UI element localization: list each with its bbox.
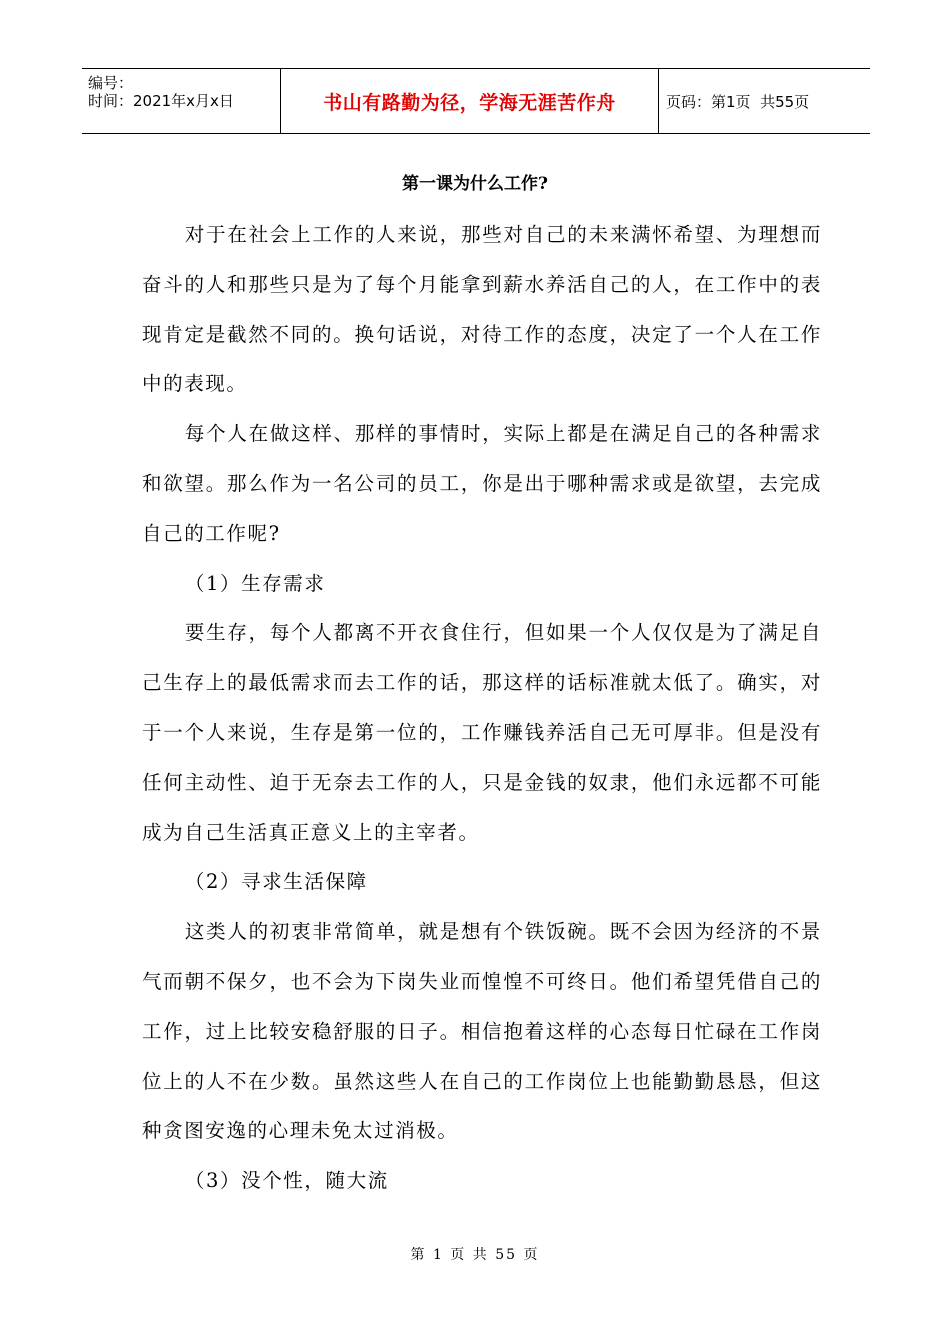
header-slogan-cell (281, 69, 659, 133)
body-paragraph: 每个人在做这样、那样的事情时，实际上都是在满足自己的各种需求和欲望。那么作为一名公司的员工，你是出于哪种需求或是欲望，去完成自己的工作呢? (142, 422, 822, 545)
document-body (142, 210, 822, 1206)
document-header (82, 68, 870, 134)
section-heading: （2）寻求生活保障 (184, 870, 368, 894)
document-title: 第一课为什么工作? (402, 174, 548, 194)
page-footer: 第 1 页 共 55 页 (410, 1247, 540, 1263)
section-heading: （3）没个性，随大流 (184, 1169, 389, 1193)
body-paragraph: 要生存，每个人都离不开衣食住行，但如果一个人仅仅是为了满足自己生存上的最低需求而去工作的话，那这样的话标准就太低了。确实，对于一个人来说，生存是第一位的，工作赚钱养活自己无可厚非。但是没有任何主动性、迫于无奈去工作的人，只是金钱的奴隶，他们永远都不可能成为自己生活真正意义上的主宰者。 (142, 621, 822, 844)
section-heading: （1）生存需求 (184, 571, 326, 595)
header-page-cell (659, 69, 870, 133)
body-paragraph: 这类人的初衷非常简单，就是想有个铁饭碗。既不会因为经济的不景气而朝不保夕，也不会为下岗失业而惶惶不可终日。他们希望凭借自己的工作，过上比较安稳舒服的日子。相信抱着这样的心态每日忙碌在工作岗位上的人不在少数。虽然这些人在自己的工作岗位上也能勤勤恳恳，但这种贪图安逸的心理未免太过消极。 (142, 920, 822, 1143)
serial-number-label: 编号： (88, 74, 134, 92)
date-label: 时间：2021年x月x日 (88, 92, 234, 110)
header-page-code: 页码：第1页 共55页 (666, 92, 810, 111)
header-meta-cell (82, 69, 281, 133)
header-slogan: 书山有路勤为径，学海无涯苦作舟 (323, 91, 616, 114)
body-paragraph: 对于在社会上工作的人来说，那些对自己的未来满怀希望、为理想而奋斗的人和那些只是为了每个月能拿到薪水养活自己的人，在工作中的表现肯定是截然不同的。换句话说，对待工作的态度，决定了一个人在工作中的表现。 (142, 223, 822, 396)
